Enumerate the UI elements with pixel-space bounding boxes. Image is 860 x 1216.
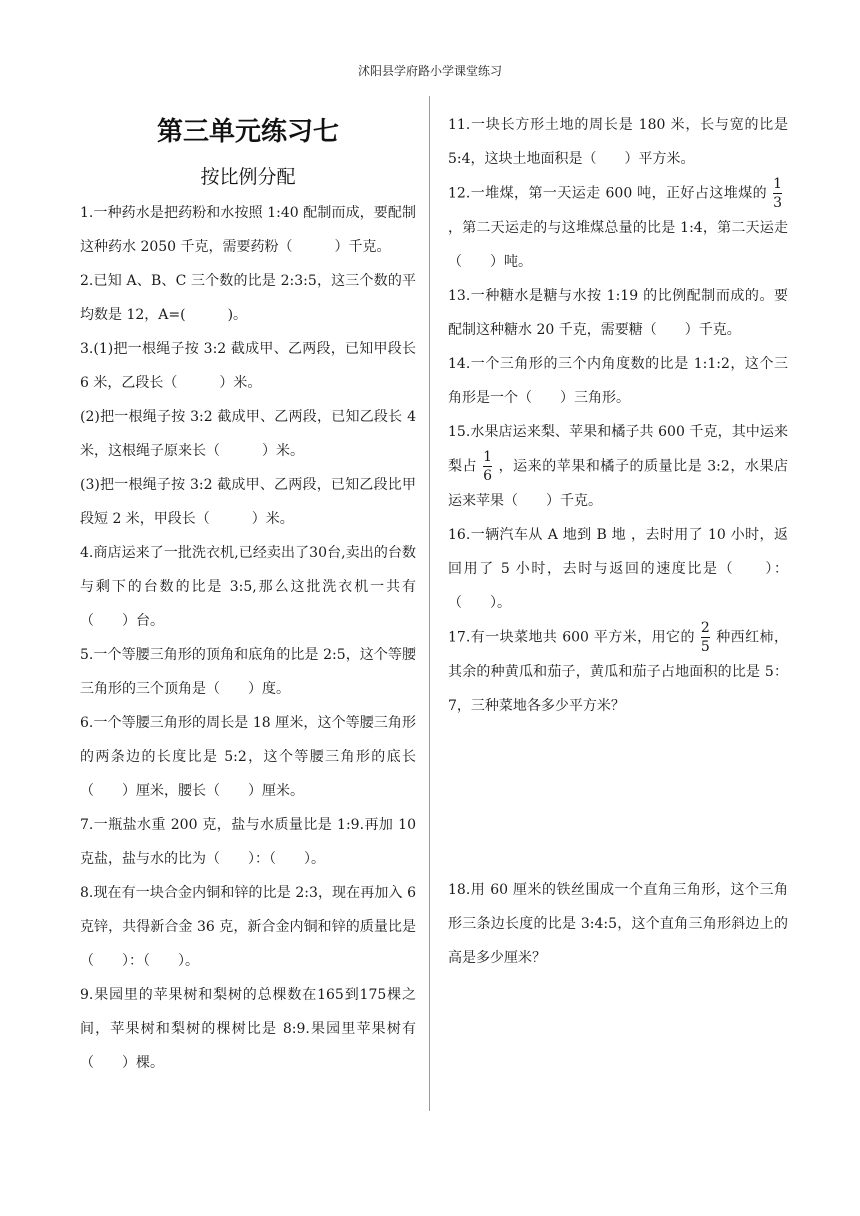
fraction-denominator: 6 (483, 468, 493, 484)
question-5: 5.一个等腰三角形的顶角和底角的比是 2:5，这个等腰三角形的三个顶角是（ ）度。 (80, 647, 416, 697)
question-7: 7.一瓶盐水重 200 克，盐与水质量比是 1:9.再加 10 克盐，盐与水的比为（ ）：（ ）。 (80, 817, 416, 867)
question-9: 9.果园里的苹果树和梨树的总棵数在165到175棵之间，苹果树和梨树的棵树比是 8:9.果园里苹果树有（ ）棵。 (80, 987, 416, 1071)
question-13: 13.一种糖水是糖与水按 1:19 的比例配制而成的。要配制这种糖水 20 千克，需要糖（ ）千克。 (448, 288, 788, 338)
fraction-two-fifths (701, 620, 710, 655)
fraction-denominator: 5 (700, 639, 710, 655)
left-column (80, 108, 416, 1080)
question-17 (448, 620, 788, 723)
question-15 (448, 415, 788, 518)
question-14: 14.一个三角形的三个内角度数的比是 1:1:2，这个三角形是一个（ ）三角形。 (448, 356, 788, 406)
answer-space (448, 723, 788, 873)
question-3-part-3: (3)把一根绳子按 3:2 截成甲、乙两段，已知乙段比甲段短 2 米，甲段长（ ）米。 (80, 477, 416, 527)
fraction-one-third (773, 176, 782, 211)
fraction-bar (701, 637, 710, 638)
fraction-numerator: 2 (700, 620, 710, 636)
question-15-text-a: 15.水果店运来梨、苹果和橘子共 600 千克，其中运来梨占 (448, 424, 788, 475)
question-17-text-b: 种西红柿，其余的种黄瓜和茄子，黄瓜和茄子占地面积的比是 5：7，三种菜地各多少平方米？ (448, 629, 788, 714)
fraction-bar (773, 193, 782, 194)
question-16: 16.一辆汽车从 A 地到 B 地 ，去时用了 10 小时，返回用了 5 小时，去时与返回的速度比是（ ）：（ ）。 (448, 527, 788, 611)
worksheet-subtitle: 按比例分配 (200, 166, 296, 188)
question-12-text-a: 12.一堆煤，第一天运走 600 吨，正好占这堆煤的 (448, 185, 768, 202)
question-15-text-b: ，运来的苹果和橘子的质量比是 3:2，水果店运来苹果（ ）千克。 (448, 458, 789, 509)
worksheet-title: 第三单元练习七 (156, 117, 339, 147)
question-12-text-b: ，第二天运走的与这堆煤总量的比是 1:4，第二天运走（ ）吨。 (448, 220, 788, 270)
fraction-numerator: 1 (483, 449, 493, 465)
question-2: 2.已知 A、B、C 三个数的比是 2:3:5，这三个数的平均数是 12，A=( )。 (80, 273, 416, 323)
question-3-part-2: (2)把一根绳子按 3:2 截成甲、乙两段，已知乙段长 4 米，这根绳子原来长（ ）米。 (80, 409, 416, 459)
question-18: 18.用 60 厘米的铁丝围成一个直角三角形，这个三角形三条边长度的比是 3:4:5，这个直角三角形斜边上的高是多少厘米？ (448, 882, 788, 966)
question-6: 6.一个等腰三角形的周长是 18 厘米，这个等腰三角形的两条边的长度比是 5:2，这个等腰三角形的底长（ ）厘米，腰长（ ）厘米。 (80, 715, 416, 799)
fraction-denominator: 3 (773, 195, 782, 211)
fraction-one-sixth (483, 449, 492, 484)
column-divider (429, 96, 430, 1111)
question-4: 4.商店运来了一批洗衣机,已经卖出了30台,卖出的台数与剩下的台数的比是 3:5,那么这批洗衣机一共有（ ）台。 (80, 545, 416, 629)
fraction-numerator: 1 (773, 176, 782, 192)
question-3-part-1: 3.(1)把一根绳子按 3:2 截成甲、乙两段，已知甲段长 6 米，乙段长（ ）米。 (80, 341, 416, 391)
right-column (448, 108, 788, 975)
question-8: 8.现在有一块合金内铜和锌的比是 2:3，现在再加入 6 克锌，共得新合金 36 克，新合金内铜和锌的质量比是（ ）：（ ）。 (80, 885, 416, 969)
question-11: 11.一块长方形土地的周长是 180 米，长与宽的比是 5:4，这块土地面积是（ ）平方米。 (448, 117, 788, 167)
question-17-text-a: 17.有一块菜地共 600 平方米，用它的 (448, 629, 695, 646)
page-header: 沭阳县学府路小学课堂练习 (357, 64, 502, 78)
question-1: 1.一种药水是把药粉和水按照 1:40 配制而成，要配制这种药水 2050 千克，需要药粉（ ）千克。 (80, 205, 416, 255)
question-12 (448, 176, 788, 279)
fraction-bar (483, 466, 492, 467)
